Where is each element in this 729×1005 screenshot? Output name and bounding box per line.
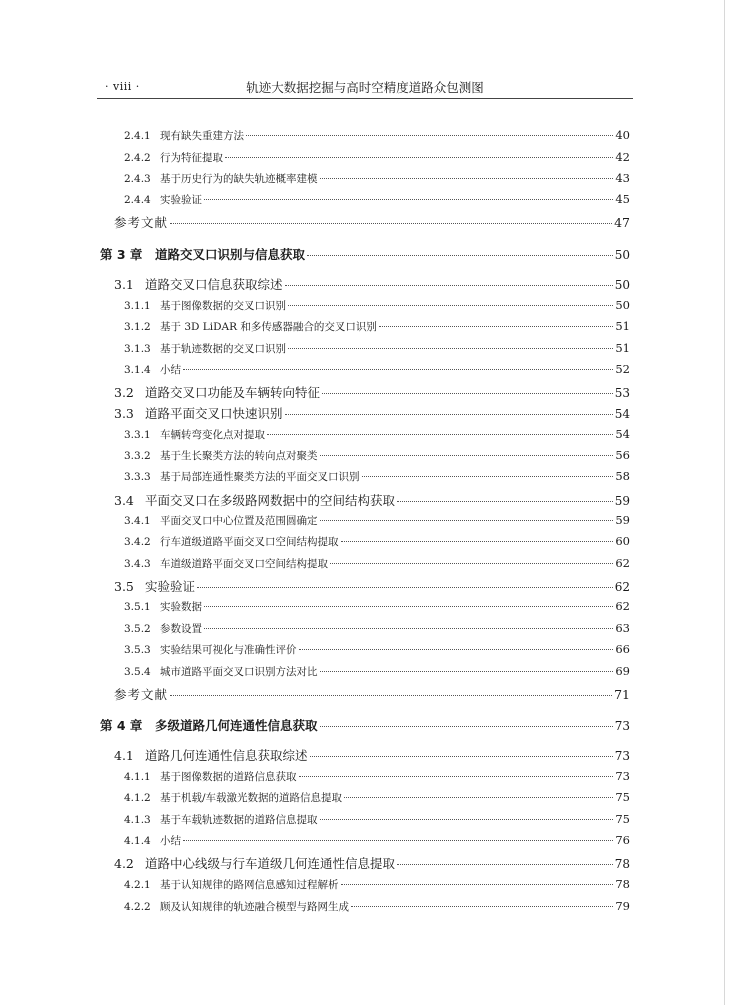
toc-title: 基于机载/车载激光数据的道路信息提取 [160, 792, 343, 804]
toc-title: 多级道路几何连通性信息获取 [155, 718, 318, 733]
toc-title: 道路交叉口识别与信息获取 [155, 247, 306, 262]
toc-page-number: 75 [615, 790, 630, 804]
dot-leader [320, 671, 614, 672]
toc-subsection[interactable] [124, 448, 630, 463]
toc-page-number: 79 [615, 899, 630, 913]
toc-subsection[interactable] [124, 556, 630, 571]
toc-number: 3.3.3 [124, 471, 151, 483]
toc-page-number: 71 [614, 687, 630, 702]
toc-page-number: 45 [615, 192, 630, 206]
toc-number: 3.4.2 [124, 536, 151, 548]
toc-number: 4.1.3 [124, 814, 151, 826]
toc-references[interactable] [114, 213, 630, 231]
dot-leader [204, 606, 613, 607]
toc-page-number: 78 [615, 877, 630, 891]
toc-number: 4.1.4 [124, 835, 151, 847]
dot-leader [320, 178, 614, 179]
toc-number: 3.1.2 [124, 321, 151, 333]
toc-number: 4.1.2 [124, 792, 151, 804]
toc-page-number: 40 [615, 128, 630, 142]
toc-number: 3.2 [114, 385, 134, 400]
dot-leader [288, 348, 613, 349]
toc-subsection[interactable] [124, 664, 630, 679]
dot-leader [299, 776, 614, 777]
toc-subsection[interactable] [124, 877, 630, 892]
toc-subsection[interactable] [124, 621, 630, 636]
toc-subsection[interactable] [124, 599, 630, 614]
dot-leader [288, 305, 613, 306]
dot-leader [362, 476, 614, 477]
toc-page-number: 76 [615, 833, 630, 847]
toc-title: 行为特征提取 [160, 152, 223, 164]
page-number: · viii · [105, 80, 140, 93]
toc-number: 3.5 [114, 579, 134, 594]
toc-page-number: 54 [615, 427, 630, 441]
dot-leader [299, 649, 614, 650]
toc-title: 基于认知规律的路网信息感知过程解析 [160, 879, 339, 891]
toc-page-number: 47 [614, 215, 630, 230]
dot-leader [310, 756, 613, 757]
toc-chapter[interactable] [100, 245, 630, 263]
toc-title: 基于车载轨迹数据的道路信息提取 [160, 814, 318, 826]
dot-leader [285, 285, 613, 286]
toc-title: 道路交叉口功能及车辆转向特征 [145, 385, 321, 400]
toc-subsection[interactable] [124, 899, 630, 914]
toc-page-number: 63 [615, 621, 630, 635]
toc-subsection[interactable] [124, 427, 630, 442]
toc-number: 3.4.1 [124, 515, 151, 527]
toc-title: 现有缺失重建方法 [160, 130, 244, 142]
dot-leader [170, 223, 612, 224]
toc-title: 实验验证 [145, 579, 196, 594]
toc-page-number: 62 [615, 556, 630, 570]
dot-leader [341, 884, 614, 885]
dot-leader [183, 369, 613, 370]
toc-page-number: 73 [615, 769, 630, 783]
toc-number: 2.4.2 [124, 152, 151, 164]
toc-title: 城市道路平面交叉口识别方法对比 [160, 666, 318, 678]
toc-number: 3.1 [114, 277, 134, 292]
toc-subsection[interactable] [124, 192, 630, 207]
toc-number: 3.1.3 [124, 343, 151, 355]
toc-number: 3.3.2 [124, 450, 151, 462]
toc-section[interactable] [114, 854, 630, 872]
toc-page-number: 52 [615, 362, 630, 376]
dot-leader [204, 199, 613, 200]
toc-title: 基于历史行为的缺失轨迹概率建模 [160, 173, 318, 185]
toc-page-number: 51 [615, 341, 630, 355]
dot-leader [330, 563, 613, 564]
toc-title: 小结 [160, 835, 181, 847]
toc-subsection[interactable] [124, 469, 630, 484]
toc-page-number: 73 [614, 749, 630, 763]
toc-page-number: 53 [614, 386, 630, 400]
toc-subsection[interactable] [124, 362, 630, 377]
toc-title: 车辆转弯变化点对提取 [160, 429, 265, 441]
toc-title: 道路几何连通性信息获取综述 [145, 748, 308, 763]
toc-number: 4.2.1 [124, 879, 151, 891]
dot-leader [197, 587, 613, 588]
toc-number: 4.1.1 [124, 771, 151, 783]
dot-leader [267, 434, 613, 435]
dot-leader [285, 414, 613, 415]
toc-page-number: 58 [615, 469, 630, 483]
toc-chapter[interactable] [100, 716, 630, 734]
dot-leader [307, 255, 613, 256]
toc-section[interactable] [114, 383, 630, 401]
toc-section[interactable] [114, 491, 630, 509]
toc-page-number: 42 [615, 150, 630, 164]
toc-subsection[interactable] [124, 128, 630, 143]
toc-section[interactable] [114, 404, 630, 422]
toc-page-number: 66 [615, 642, 630, 656]
toc-subsection[interactable] [124, 298, 630, 313]
toc-title: 基于局部连通性聚类方法的平面交叉口识别 [160, 471, 360, 483]
dot-leader [183, 840, 613, 841]
toc-page-number: 78 [614, 857, 630, 871]
toc-subsection[interactable] [124, 150, 630, 165]
toc-number: 3.5.1 [124, 601, 151, 613]
toc-section[interactable] [114, 275, 630, 293]
toc-subsection[interactable] [124, 769, 630, 784]
toc-number: 3.1.1 [124, 300, 151, 312]
toc-page-number: 50 [614, 278, 630, 292]
toc-subsection[interactable] [124, 534, 630, 549]
toc-title: 参考文献 [114, 687, 169, 702]
dot-leader [379, 326, 614, 327]
dot-leader [225, 157, 613, 158]
toc-title: 道路交叉口信息获取综述 [145, 277, 283, 292]
toc-title: 平面交叉口中心位置及范围圆确定 [160, 515, 318, 527]
toc-number: 3.3.1 [124, 429, 151, 441]
toc-page-number: 59 [614, 494, 630, 508]
toc-number: 4.2 [114, 856, 134, 871]
dot-leader [397, 864, 613, 865]
toc-section[interactable] [114, 577, 630, 595]
toc-subsection[interactable] [124, 341, 630, 356]
dot-leader [246, 135, 613, 136]
toc-page-number: 73 [614, 719, 630, 733]
dot-leader [320, 726, 613, 727]
toc-title: 基于轨迹数据的交叉口识别 [160, 343, 286, 355]
toc-title: 基于图像数据的道路信息获取 [160, 771, 297, 783]
toc-subsection[interactable] [124, 833, 630, 848]
toc-subsection[interactable] [124, 319, 630, 334]
toc-references[interactable] [114, 685, 630, 703]
toc-title: 基于 3D LiDAR 和多传感器融合的交叉口识别 [160, 321, 377, 333]
dot-leader [320, 455, 614, 456]
toc-number: 3.1.4 [124, 364, 151, 376]
toc-number: 3.5.3 [124, 644, 151, 656]
toc-number: 第 4 章 [100, 718, 143, 733]
toc-title: 顾及认知规律的轨迹融合模型与路网生成 [160, 901, 349, 913]
toc-title: 实验数据 [160, 601, 202, 613]
toc-title: 参数设置 [160, 623, 202, 635]
toc-number: 第 3 章 [100, 247, 143, 262]
dot-leader [397, 501, 613, 502]
dot-leader [322, 393, 613, 394]
dot-leader [170, 695, 612, 696]
toc-subsection[interactable] [124, 642, 630, 657]
toc-page-number: 62 [614, 580, 630, 594]
toc-subsection[interactable] [124, 513, 630, 528]
toc-number: 3.5.4 [124, 666, 151, 678]
toc-page-number: 56 [615, 448, 630, 462]
toc-title: 道路平面交叉口快速识别 [145, 406, 283, 421]
toc-title: 道路中心线级与行车道级几何连通性信息提取 [145, 856, 396, 871]
toc-title: 参考文献 [114, 215, 169, 230]
toc-subsection[interactable] [124, 812, 630, 827]
toc-page-number: 60 [615, 534, 630, 548]
toc-page-number: 51 [615, 319, 630, 333]
book-title: 轨迹大数据挖掘与高时空精度道路众包测图 [246, 80, 484, 95]
toc-title: 平面交叉口在多级路网数据中的空间结构获取 [145, 493, 396, 508]
toc-number: 3.4.3 [124, 558, 151, 570]
toc-title: 基于图像数据的交叉口识别 [160, 300, 286, 312]
dot-leader [204, 628, 613, 629]
toc-title: 实验结果可视化与准确性评价 [160, 644, 297, 656]
toc-page-number: 62 [615, 599, 630, 613]
toc-page-number: 69 [615, 664, 630, 678]
toc-page-number: 54 [614, 407, 630, 421]
toc-title: 小结 [160, 364, 181, 376]
toc-page-number: 50 [615, 298, 630, 312]
toc-number: 2.4.3 [124, 173, 151, 185]
dot-leader [341, 541, 614, 542]
dot-leader [320, 819, 614, 820]
toc-number: 4.1 [114, 748, 134, 763]
toc-title: 行车道级道路平面交叉口空间结构提取 [160, 536, 339, 548]
toc-page-number: 43 [615, 171, 630, 185]
toc-section[interactable] [114, 746, 630, 764]
toc-title: 实验验证 [160, 194, 202, 206]
toc-page-number: 59 [615, 513, 630, 527]
dot-leader [351, 906, 613, 907]
toc-number: 3.3 [114, 406, 134, 421]
dot-leader [344, 797, 613, 798]
toc-page-number: 50 [614, 248, 630, 262]
toc-number: 4.2.2 [124, 901, 151, 913]
toc-number: 3.5.2 [124, 623, 151, 635]
toc-page-number: 75 [615, 812, 630, 826]
toc-number: 2.4.1 [124, 130, 151, 142]
dot-leader [320, 520, 614, 521]
toc-title: 基于生长聚类方法的转向点对聚类 [160, 450, 318, 462]
toc-subsection[interactable] [124, 790, 630, 805]
toc-number: 2.4.4 [124, 194, 151, 206]
toc-subsection[interactable] [124, 171, 630, 186]
toc-title: 车道级道路平面交叉口空间结构提取 [160, 558, 328, 570]
toc-number: 3.4 [114, 493, 134, 508]
